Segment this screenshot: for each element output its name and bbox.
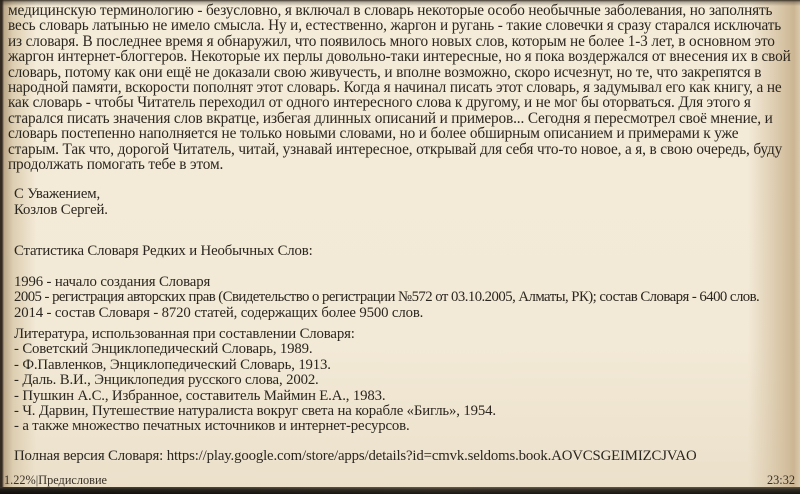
literature-item: - Пушкин А.С., Избранное, составитель Маймин Е.А., 1983.	[14, 387, 386, 404]
literature-item: - Ф.Павленков, Энциклопедический Словарь, 1913.	[14, 356, 331, 373]
stats-line: 2014 - состав Словаря - 8720 статей, содержащих более 9500 слов.	[14, 304, 424, 321]
stats-line: 1996 - начало создания Словаря	[14, 273, 211, 290]
stats-line: 2005 - регистрация авторских прав (Свидетельство о регистрации №572 от 03.10.2005, Алматы, РК); состав Словаря - 6400 слов.	[14, 289, 760, 306]
body-paragraph: медицинскую терминологию - безусловно, я включал в словарь некоторые особо необычные заболевания, но заполнять весь словарь латынью не имело смысла. Ну и, естественно, жаргон и ругань - такие словечки я сразу старался исключать из словаря. В последнее время я обнаружил, что появилось много новых слов, которым не более 1-3 лет, в основном это жаргон интернет-блоггеров. Некоторые их перлы довольно-таки интересные, но я пока воздержался от внесения их в свой словарь, потому как они ещё не доказали свою живучесть, и вполне возможно, скоро исчезнут, но те, что закрепятся в народной памяти, вскорости пополнят этот словарь. Когда я начинал писать этот словарь, я задумывал его как книгу, а не как словарь - чтобы Читатель переходил от одного интересного слова к другому, и не мог бы оторваться. Для этого я старался писать значения слов вкратце, избегая длинных описаний и примеров... Сегодня я пересмотрел своё мнение, и словарь постепенно наполняется не только новыми словами, но и более обширным описанием и примерами к уже старым. Так что, дорогой Читатель, читай, узнавай интересное, открывай для себя что-то новое, а я, в свою очередь, буду продолжать помогать тебе в этом.	[8, 3, 791, 174]
literature-title: Литература, использованная при составлении Словаря:	[14, 325, 355, 342]
status-left	[4, 473, 107, 487]
signature-line: Козлов Сергей.	[14, 201, 108, 218]
literature-item: - а также множество печатных источников и интернет-ресурсов.	[14, 418, 410, 435]
literature-item: - Ч. Дарвин, Путешествие натуралиста вокруг света на корабле «Бигль», 1954.	[14, 402, 496, 419]
chapter-title: Предисловие	[38, 473, 107, 487]
bottom-bar	[0, 487, 800, 494]
signature-line: С Уважением,	[14, 186, 100, 203]
literature-item: - Даль. В.И., Энциклопедия русского слова, 2002.	[14, 372, 319, 389]
clock: 23:32	[766, 473, 795, 487]
spacer	[8, 218, 792, 244]
status-bar[interactable]	[4, 472, 795, 487]
full-version-line: Полная версия Словаря: https://play.google.com/store/apps/details?id=cmvk.seldoms.book.AOVCSGEIMIZCJVAO	[14, 447, 697, 464]
spacer	[8, 435, 792, 449]
spacer	[8, 172, 792, 187]
reading-progress: 1.22%	[4, 473, 36, 487]
status-separator: |	[35, 473, 39, 487]
stats-title: Статистика Словаря Редких и Необычных Слов:	[14, 243, 313, 260]
spacer	[8, 260, 792, 275]
reading-area[interactable]	[8, 3, 792, 470]
literature-item: - Советский Энциклопедический Словарь, 1989.	[14, 341, 313, 358]
